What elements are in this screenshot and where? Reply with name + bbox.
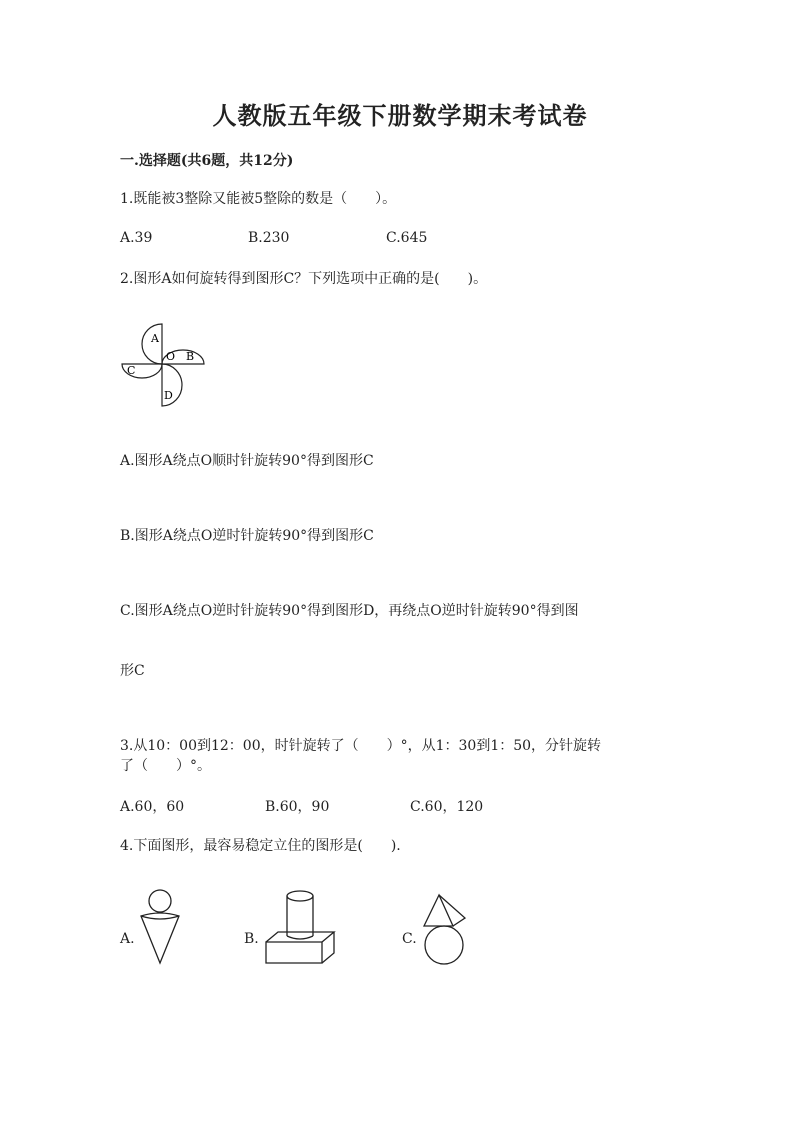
cylinder-on-box-figure xyxy=(264,886,336,966)
question-3-option-c: C.60，120 xyxy=(410,799,484,815)
question-4-option-b: B. xyxy=(244,931,259,947)
question-2-stem: 2.图形A如何旋转得到图形C？下列选项中正确的是( )。 xyxy=(120,271,488,287)
question-4-stem: 4.下面图形，最容易稳定立住的图形是( ). xyxy=(120,838,401,854)
question-2-option-b: B.图形A绕点O逆时针旋转90°得到图形C xyxy=(120,528,374,544)
question-4-option-c: C. xyxy=(402,931,417,947)
question-1-option-c: C.645 xyxy=(386,230,428,246)
question-1-option-b: B.230 xyxy=(248,230,290,246)
rotation-figure xyxy=(118,318,214,410)
cone-on-sphere-figure xyxy=(420,890,472,966)
figure-label-b: B xyxy=(186,350,195,363)
question-3-stem-line2: 了（ ）°。 xyxy=(120,758,211,774)
figure-label-a: A xyxy=(151,332,159,345)
question-2-option-a: A.图形A绕点O顺时针旋转90°得到图形C xyxy=(120,453,374,469)
question-1-stem: 1.既能被3整除又能被5整除的数是（ ）。 xyxy=(120,191,397,207)
ball-on-cone-figure xyxy=(138,888,182,966)
question-3-option-b: B.60，90 xyxy=(265,799,330,815)
question-3-stem-line1: 3.从10：00到12：00，时针旋转了（ ）°，从1：30到1：50，分针旋转 xyxy=(120,738,602,754)
question-3-option-a: A.60，60 xyxy=(120,799,185,815)
question-2-option-c-continued: 形C xyxy=(120,663,145,679)
question-4-option-a: A. xyxy=(120,931,135,947)
page-title: 人教版五年级下册数学期末考试卷 xyxy=(212,101,588,130)
question-2-option-c: C.图形A绕点O逆时针旋转90°得到图形D，再绕点O逆时针旋转90°得到图 xyxy=(120,603,579,619)
figure-label-o: O xyxy=(166,350,176,363)
section-heading: 一.选择题(共6题，共12分) xyxy=(120,153,294,169)
figure-label-d: D xyxy=(164,389,173,402)
question-1-option-a: A.39 xyxy=(120,230,153,246)
figure-label-c: C xyxy=(127,364,136,377)
